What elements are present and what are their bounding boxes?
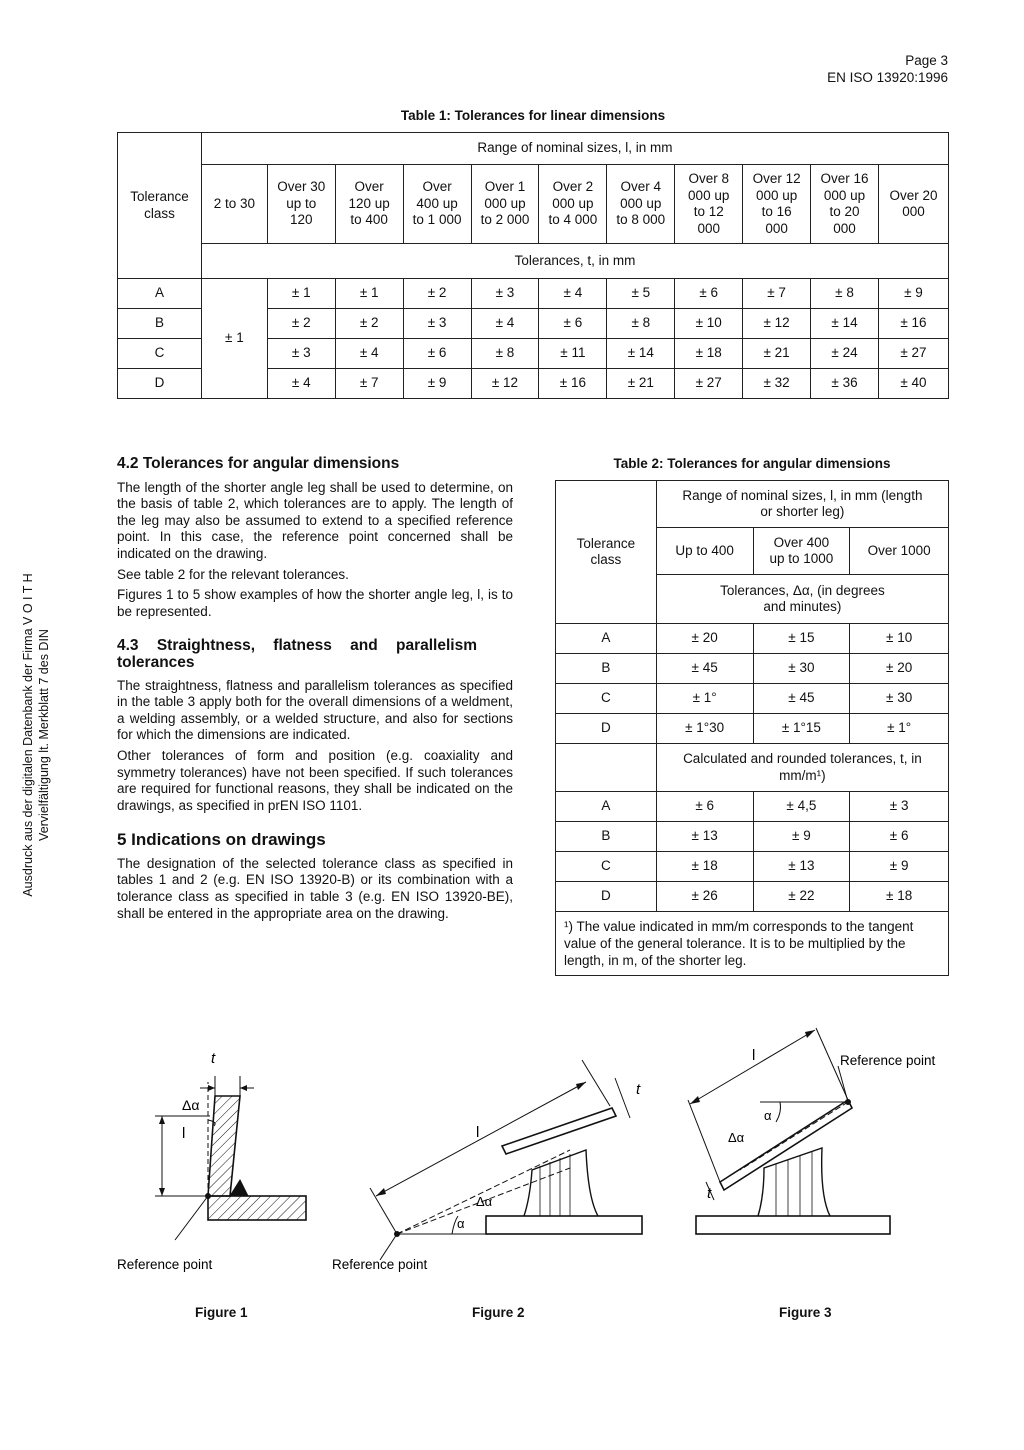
table1-value-cell: ± 8 xyxy=(471,339,539,369)
table1-value-cell: ± 7 xyxy=(335,369,403,399)
table1-range-cell: Over 400 up to 1 000 xyxy=(403,165,471,244)
table2-range-cell: Over 400 up to 1000 xyxy=(753,528,850,575)
section-4-2-p2: See table 2 for the relevant tolerances. xyxy=(117,566,349,582)
table-row xyxy=(118,279,949,309)
table1-value-cell: ± 27 xyxy=(675,369,743,399)
table-row xyxy=(118,244,949,279)
fig3-inclined-plate xyxy=(720,1100,852,1190)
fig3-alpha-symbol: α xyxy=(764,1108,772,1123)
table1-value-cell: ± 24 xyxy=(811,339,879,369)
table1-value-cell: ± 2 xyxy=(335,309,403,339)
fig2-web xyxy=(524,1150,598,1216)
fig1-dalpha-symbol: Δα xyxy=(182,1097,200,1113)
table2-class-cell: B xyxy=(556,654,657,684)
table1-range-cell: Over 4 000 up to 8 000 xyxy=(607,165,675,244)
table2-angle-value-cell: ± 30 xyxy=(753,654,850,684)
table2-class-cell: D xyxy=(556,882,657,912)
page-number: Page 3 xyxy=(905,53,948,68)
table1-value-cell: ± 40 xyxy=(878,369,948,399)
fig2-alpha-symbol: α xyxy=(457,1216,465,1231)
fig3-reference-dot xyxy=(846,1100,851,1105)
table-row xyxy=(556,684,949,714)
side-note-line1: Ausdruck aus der digitalen Datenbank der Firma V O I T H xyxy=(21,573,35,897)
table1-value-cell: ± 18 xyxy=(675,339,743,369)
table1-value-cell: ± 7 xyxy=(743,279,811,309)
table2 xyxy=(555,480,949,976)
table2-class-header: Tolerance class xyxy=(556,481,657,624)
figure3-caption: Figure 3 xyxy=(779,1305,832,1320)
side-note-line2: Vervielfältigung lt. Merkblatt 7 des DIN xyxy=(37,629,51,841)
table-row xyxy=(556,792,949,822)
figures-drawing xyxy=(100,1020,970,1280)
table1-class-cell: B xyxy=(118,309,202,339)
table2-mm-header: Calculated and rounded tolerances, t, in mm/m¹) xyxy=(656,744,948,792)
table-row xyxy=(556,882,949,912)
table2-angle-value-cell: ± 10 xyxy=(850,624,949,654)
table1-class-header: Tolerance class xyxy=(118,133,202,279)
table1-value-cell: ± 8 xyxy=(607,309,675,339)
fig1-reference-leader xyxy=(175,1196,208,1240)
table1-first-range-value: ± 1 xyxy=(201,279,267,399)
table1-value-cell: ± 21 xyxy=(743,339,811,369)
fig3-dalpha-symbol: Δα xyxy=(728,1130,745,1145)
table1-value-cell: ± 12 xyxy=(743,309,811,339)
table2-angle-value-cell: ± 1° xyxy=(656,684,753,714)
table1-class-cell: C xyxy=(118,339,202,369)
table2-range-cell: Up to 400 xyxy=(656,528,753,575)
fig2-l-symbol: l xyxy=(476,1124,480,1141)
table1-value-cell: ± 14 xyxy=(811,309,879,339)
table1-range-cell: Over 8 000 up to 12 000 xyxy=(675,165,743,244)
table2-angle-value-cell: ± 1° xyxy=(850,714,949,744)
fig2-reference-dot xyxy=(395,1232,400,1237)
table1-range-cell: Over 16 000 up to 20 000 xyxy=(811,165,879,244)
table-row xyxy=(556,912,949,976)
table2-empty-class-cell xyxy=(556,744,657,792)
table1-value-cell: ± 12 xyxy=(471,369,539,399)
table1-value-cell: ± 2 xyxy=(403,279,471,309)
figure2-drawing xyxy=(370,1060,642,1260)
table2-mm-value-cell: ± 26 xyxy=(656,882,753,912)
table2-class-cell: A xyxy=(556,624,657,654)
table2-mm-value-cell: ± 9 xyxy=(753,822,850,852)
table2-mm-value-cell: ± 3 xyxy=(850,792,949,822)
table1-class-cell: A xyxy=(118,279,202,309)
figure1-drawing xyxy=(155,1076,306,1240)
table2-range-cell: Over 1000 xyxy=(850,528,949,575)
table1-range-cell: 2 to 30 xyxy=(201,165,267,244)
table1-value-cell: ± 4 xyxy=(267,369,335,399)
section-4-2-p1: The length of the shorter angle leg shall be used to determine, on the basis of table 2, which tolerances are to apply. The length of the leg may also be assumed to extend to a specified reference point. In this case, the reference point concerned shall be indicated on the drawing. xyxy=(117,479,513,561)
table2-mm-value-cell: ± 13 xyxy=(753,852,850,882)
section-4-3-p2: Other tolerances of form and position (e.g. coaxiality and symmetry tolerances) have not been specified. If such tolerances are required for functional reasons, they shall be indicated on the drawings, as specified in prEN ISO 1101. xyxy=(117,747,513,813)
page-header xyxy=(827,52,948,86)
table2-mm-value-cell: ± 6 xyxy=(656,792,753,822)
table1-range-cell: Over 20 000 xyxy=(878,165,948,244)
table1-range-cell: Over 2 000 up to 4 000 xyxy=(539,165,607,244)
table1-value-cell: ± 14 xyxy=(607,339,675,369)
table1-value-cell: ± 1 xyxy=(335,279,403,309)
table-row xyxy=(556,852,949,882)
table1-value-cell: ± 3 xyxy=(471,279,539,309)
fig1-tilted-plate xyxy=(208,1096,240,1196)
table2-range-header: Range of nominal sizes, l, in mm (length or shorter leg) xyxy=(656,481,948,528)
fig3-angle-arc xyxy=(776,1102,781,1122)
table2-mm-value-cell: ± 13 xyxy=(656,822,753,852)
table2-angle-header: Tolerances, Δα, (in degrees and minutes) xyxy=(656,575,948,624)
section-4-3-heading: 4.3 Straightness, flatness and parallelism tolerances xyxy=(117,637,477,671)
table2-class-cell: D xyxy=(556,714,657,744)
fig3-reference-leader xyxy=(838,1066,848,1102)
fig3-base-plate xyxy=(696,1216,890,1234)
left-column xyxy=(117,456,513,926)
table2-mm-value-cell: ± 4,5 xyxy=(753,792,850,822)
fig3-l-symbol: l xyxy=(752,1047,756,1064)
fig3-web xyxy=(758,1148,830,1216)
table1-value-cell: ± 36 xyxy=(811,369,879,399)
table-row xyxy=(118,165,949,244)
table2-mm-value-cell: ± 22 xyxy=(753,882,850,912)
table1-value-cell: ± 16 xyxy=(878,309,948,339)
table1-value-cell: ± 9 xyxy=(403,369,471,399)
table2-mm-value-cell: ± 6 xyxy=(850,822,949,852)
table1-value-cell: ± 21 xyxy=(607,369,675,399)
table1-value-cell: ± 4 xyxy=(335,339,403,369)
fig3-t-symbol: t xyxy=(707,1185,712,1202)
table1-value-cell: ± 6 xyxy=(675,279,743,309)
table1-value-cell: ± 2 xyxy=(267,309,335,339)
section-5-p1: The designation of the selected tolerance class as specified in tables 1 and 2 (e.g. EN ISO 13920-B) or its combination with a tolerance class as specified in table 3 (e.g. EN ISO 13920-BE), shall be entered in the appropriate area on the drawing. xyxy=(117,855,513,921)
section-5-heading: 5 Indications on drawings xyxy=(117,830,326,850)
table1-value-cell: ± 6 xyxy=(539,309,607,339)
table1-value-cell: ± 16 xyxy=(539,369,607,399)
table2-angle-value-cell: ± 20 xyxy=(850,654,949,684)
fig3-nominal-axis xyxy=(740,1102,848,1170)
fig3-l-dim xyxy=(690,1030,815,1104)
fig1-reference-dot xyxy=(206,1194,211,1199)
standard-number: EN ISO 13920:1996 xyxy=(827,70,948,85)
table2-angle-value-cell: ± 20 xyxy=(656,624,753,654)
fig3-reference-label: Reference point xyxy=(840,1053,936,1068)
table2-mm-value-cell: ± 18 xyxy=(656,852,753,882)
table-row xyxy=(556,654,949,684)
table1-range-cell: Over 30 up to 120 xyxy=(267,165,335,244)
table1-value-cell: ± 8 xyxy=(811,279,879,309)
table1-value-cell: ± 4 xyxy=(471,309,539,339)
table1-value-cell: ± 10 xyxy=(675,309,743,339)
table1-title: Table 1: Tolerances for linear dimensions xyxy=(400,108,666,123)
table2-title: Table 2: Tolerances for angular dimensions xyxy=(613,456,891,471)
fig2-dalpha-symbol: Δα xyxy=(476,1194,493,1209)
fig1-base-plate xyxy=(208,1196,306,1220)
table1-value-cell: ± 3 xyxy=(267,339,335,369)
table1-value-cell: ± 3 xyxy=(403,309,471,339)
section-4-3-p1: The straightness, flatness and parallelism tolerances as specified in the table 3 apply both for the overall dimensions of a weldment, a welding assembly, or a welded structure, and also for sections for which the dimensions are indicated. xyxy=(117,677,513,743)
fig2-inclined-plate xyxy=(502,1108,616,1154)
fig2-t-symbol: t xyxy=(636,1081,641,1098)
figure1-caption: Figure 1 xyxy=(195,1305,248,1320)
table2-angle-value-cell: ± 15 xyxy=(753,624,850,654)
table-row xyxy=(556,481,949,528)
fig1-l-symbol: l xyxy=(182,1125,186,1142)
table2-class-cell: B xyxy=(556,822,657,852)
fig1-weld xyxy=(230,1180,248,1196)
fig2-reference-label: Reference point xyxy=(332,1257,428,1272)
figure2-caption: Figure 2 xyxy=(472,1305,525,1320)
table-row xyxy=(556,744,949,792)
table1-value-cell: ± 9 xyxy=(878,279,948,309)
table2-class-cell: C xyxy=(556,852,657,882)
table1-class-cell: D xyxy=(118,369,202,399)
table1-tolerance-header: Tolerances, t, in mm xyxy=(201,244,948,279)
table1-range-cell: Over 12 000 up to 16 000 xyxy=(743,165,811,244)
table1-range-cell: Over 1 000 up to 2 000 xyxy=(471,165,539,244)
fig2-l-dim xyxy=(376,1082,586,1196)
table2-angle-value-cell: ± 30 xyxy=(850,684,949,714)
table2-footnote: ¹) The value indicated in mm/m corresponds to the tangent value of the general tolerance. It is to be multiplied by the length, in m, of the shorter leg. xyxy=(556,912,949,976)
table2-mm-value-cell: ± 9 xyxy=(850,852,949,882)
fig2-t-dim xyxy=(615,1078,630,1118)
table1-value-cell: ± 32 xyxy=(743,369,811,399)
table2-angle-value-cell: ± 45 xyxy=(656,654,753,684)
table1-value-cell: ± 4 xyxy=(539,279,607,309)
section-4-2-heading: 4.2 Tolerances for angular dimensions xyxy=(117,455,400,472)
table1-value-cell: ± 11 xyxy=(539,339,607,369)
table1-range-cell: Over 120 up to 400 xyxy=(335,165,403,244)
side-note xyxy=(21,573,54,897)
fig2-base-plate xyxy=(486,1216,642,1234)
table2-class-cell: C xyxy=(556,684,657,714)
table1-value-cell: ± 1 xyxy=(267,279,335,309)
table-row xyxy=(556,714,949,744)
table2-class-cell: A xyxy=(556,792,657,822)
table1-value-cell: ± 5 xyxy=(607,279,675,309)
table-row xyxy=(556,822,949,852)
section-4-2-p3: Figures 1 to 5 show examples of how the shorter angle leg, l, is to be represented. xyxy=(117,587,513,619)
table-row xyxy=(118,133,949,165)
fig1-reference-label: Reference point xyxy=(117,1257,213,1272)
table1-value-cell: ± 27 xyxy=(878,339,948,369)
table1-value-cell: ± 6 xyxy=(403,339,471,369)
table2-angle-value-cell: ± 1°30 xyxy=(656,714,753,744)
fig1-t-symbol: t xyxy=(211,1050,216,1067)
table2-mm-value-cell: ± 18 xyxy=(850,882,949,912)
table2-angle-value-cell: ± 45 xyxy=(753,684,850,714)
table1 xyxy=(117,132,949,399)
table-row xyxy=(556,624,949,654)
table2-angle-value-cell: ± 1°15 xyxy=(753,714,850,744)
fig2-tolerance-axis xyxy=(397,1150,570,1234)
table1-range-header: Range of nominal sizes, l, in mm xyxy=(201,133,948,165)
